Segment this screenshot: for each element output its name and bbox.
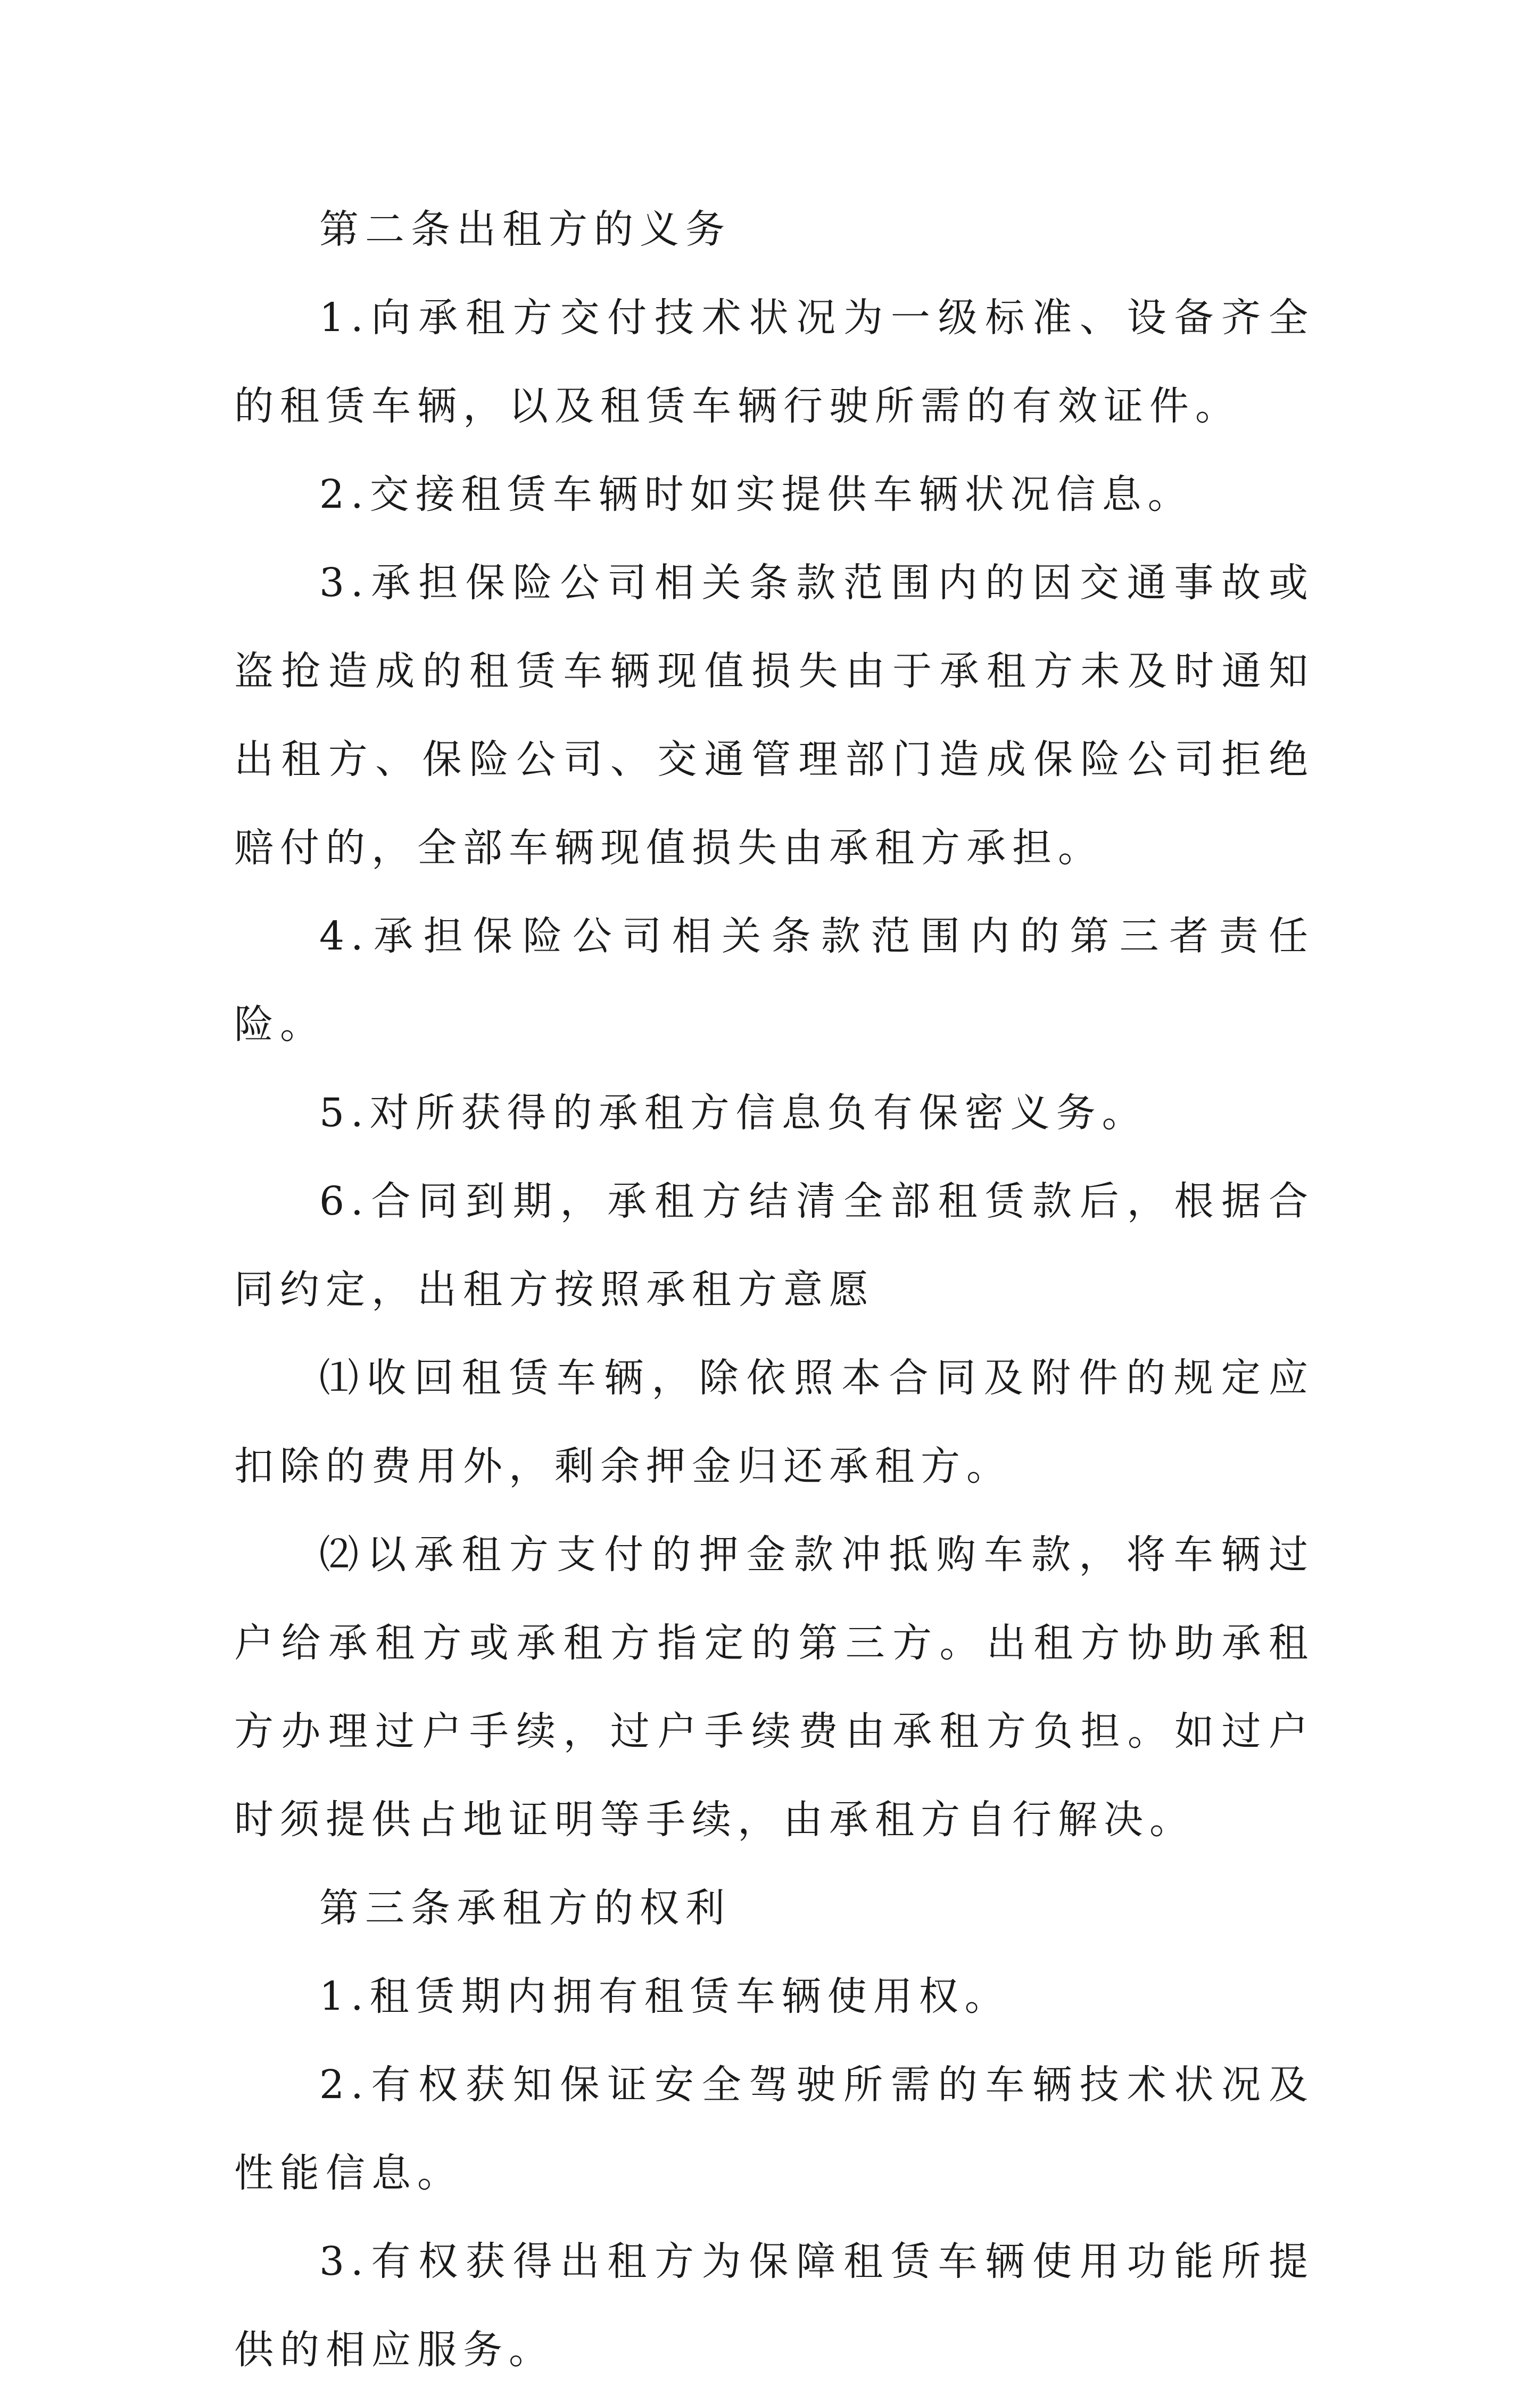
paragraph-rights-item-3: 3.有权获得出租方为保障租赁车辆使用功能所提供的相应服务。 — [234, 2239, 1314, 2373]
paragraph-item-2: 2.交接租赁车辆时如实提供车辆状况信息。 — [319, 472, 1194, 517]
paragraph-item-5: 5.对所获得的承租方信息负有保密义务。 — [319, 1090, 1148, 1136]
paragraph-rights-item-1: 1.租赁期内拥有租赁车辆使用权。 — [319, 1974, 1011, 2019]
paragraph-item-4: 4.承担保险公司相关条款范围内的第三者责任险。 — [234, 913, 1314, 1047]
section-heading-lessee-rights: 第三条承租方的权利 — [319, 1885, 731, 1931]
paragraph-item-3: 3.承担保险公司相关条款范围内的因交通事故或盗抢造成的租赁车辆现值损失由于承租方未及时通知出租方、保险公司、交通管理部门造成保险公司拒绝赔付的，全部车辆现值损失由承租方承担。 — [234, 560, 1314, 871]
paragraph-rights-item-2: 2.有权获知保证安全驾驶所需的车辆技术状况及性能信息。 — [234, 2062, 1314, 2196]
paragraph-item-1: 1.向承租方交付技术状况为一级标准、设备齐全的租赁车辆，以及租赁车辆行驶所需的有效证件。 — [234, 295, 1314, 429]
paragraph-item-6: 6.合同到期，承租方结清全部租赁款后，根据合同约定，出租方按照承租方意愿 — [234, 1178, 1314, 1312]
paragraph-subitem-1: ⑴收回租赁车辆，除依照本合同及附件的规定应扣除的费用外，剩余押金归还承租方。 — [234, 1355, 1314, 1489]
section-heading-lessor-obligations: 第二条出租方的义务 — [319, 207, 731, 252]
document-body — [234, 185, 1314, 2394]
paragraph-subitem-2: ⑵以承租方支付的押金款冲抵购车款，将车辆过户给承租方或承租方指定的第三方。出租方协助承租方办理过户手续，过户手续费由承租方负担。如过户时须提供占地证明等手续，由承租方自行解决。 — [234, 1532, 1314, 1843]
